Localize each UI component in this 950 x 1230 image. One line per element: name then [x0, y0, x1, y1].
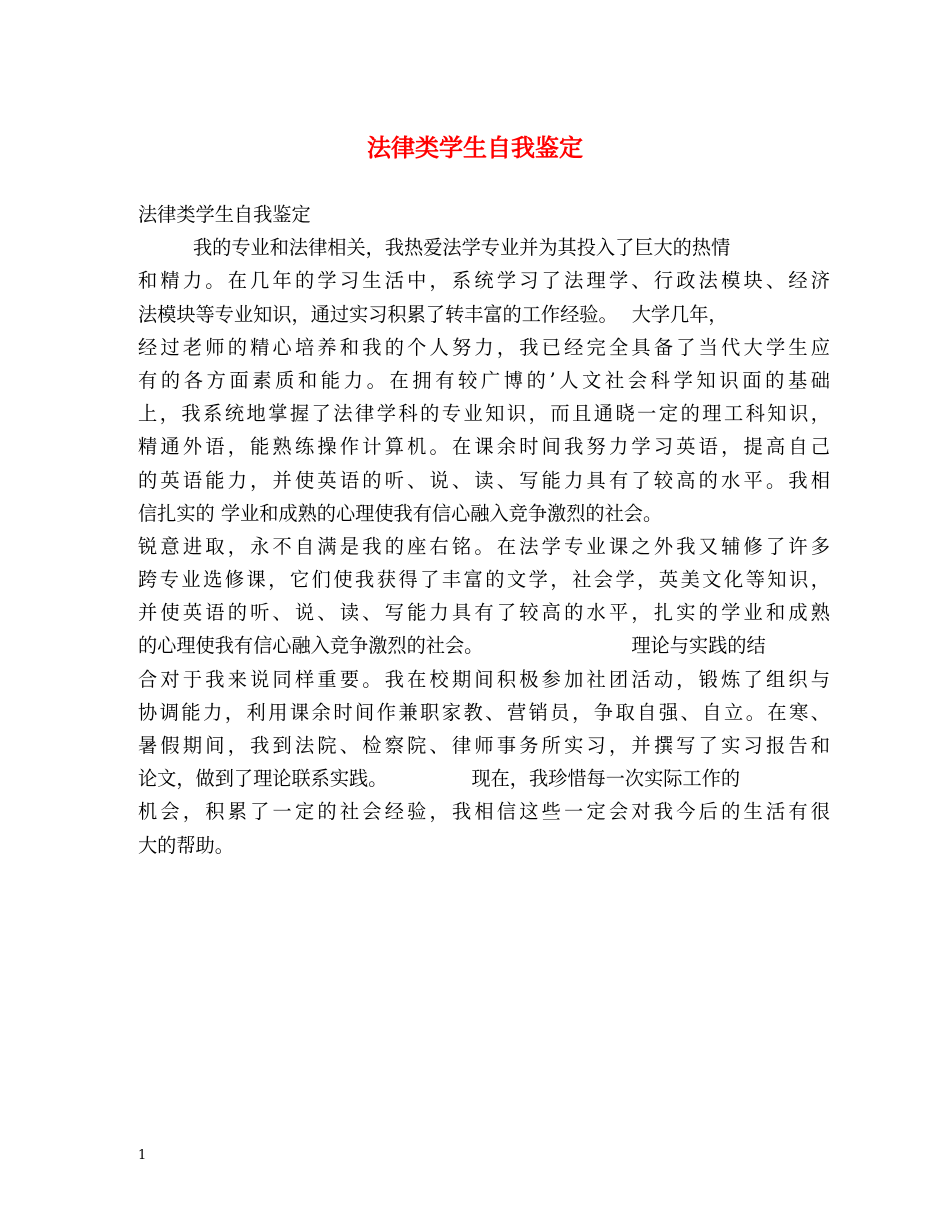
paragraph-line: 和精力。在几年的学习生活中，系统学习了法理学、行政法模块、经济 [138, 269, 830, 293]
paragraph-line: 协调能力，利用课余时间作兼职家教、营销员，争取自强、自立。在寒、 [138, 700, 830, 724]
paragraph-line: 大的帮助。 [138, 833, 234, 857]
text-run: 法模块等专业知识，通过实习积累了转丰富的工作经验。 [138, 302, 618, 326]
page-number: 1 [138, 1148, 147, 1163]
text-run: 现在，我珍惜每一次实际工作的 [471, 767, 741, 791]
paragraph-line [138, 762, 830, 795]
subtitle-line: 法律类学生自我鉴定 [138, 203, 311, 226]
text-run: 理论与实践的结 [631, 634, 766, 658]
paragraph-line [138, 298, 830, 331]
paragraph-line: 暑假期间，我到法院、检察院、律师事务所实习，并撰写了实习报告和 [138, 734, 830, 757]
text-run: 的心理使我有信心融入竞争激烈的社会。 [138, 634, 484, 658]
paragraph-line: 上，我系统地掌握了法律学科的专业知识，而且通晓一定的理工科知识， [138, 402, 830, 426]
document-body [138, 198, 830, 862]
paragraph-line: 跨专业选修课，它们使我获得了丰富的文学，社会学，英美文化等知识， [138, 568, 830, 592]
document-title: 法律类学生自我鉴定 [367, 133, 583, 162]
paragraph-line: 精通外语，能熟练操作计算机。在课余时间我努力学习英语，提高自己 [138, 435, 830, 459]
text-run: 大学几年， [631, 302, 728, 326]
paragraph-line: 我的专业和法律相关，我热爱法学专业并为其投入了巨大的热情 [193, 236, 731, 260]
paragraph-line: 并使英语的听、说、读、写能力具有了较高的水平，扎实的学业和成熟 [138, 601, 830, 625]
paragraph-line [138, 629, 830, 662]
paragraph-line: 的英语能力，并使英语的听、说、读、写能力具有了较高的水平。我相 [138, 468, 830, 492]
text-run: 论文，做到了理论联系实践。 [138, 767, 388, 791]
paragraph-line: 有的各方面素质和能力。在拥有较广博的’人文社会科学知识面的基础 [138, 368, 830, 392]
paragraph-line: 锐意进取，永不自满是我的座右铭。在法学专业课之外我又辅修了许多 [138, 534, 830, 558]
paragraph-line: 合对于我来说同样重要。我在校期间积极参加社团活动，锻炼了组织与 [138, 667, 830, 691]
paragraph-line: 机会，积累了一定的社会经验，我相信这些一定会对我今后的生活有很 [138, 800, 830, 824]
paragraph-line: 信扎实的 学业和成熟的心理使我有信心融入竞争激烈的社会。 [138, 501, 663, 525]
paragraph-line: 经过老师的精心培养和我的个人努力，我已经完全具备了当代大学生应 [138, 335, 830, 359]
